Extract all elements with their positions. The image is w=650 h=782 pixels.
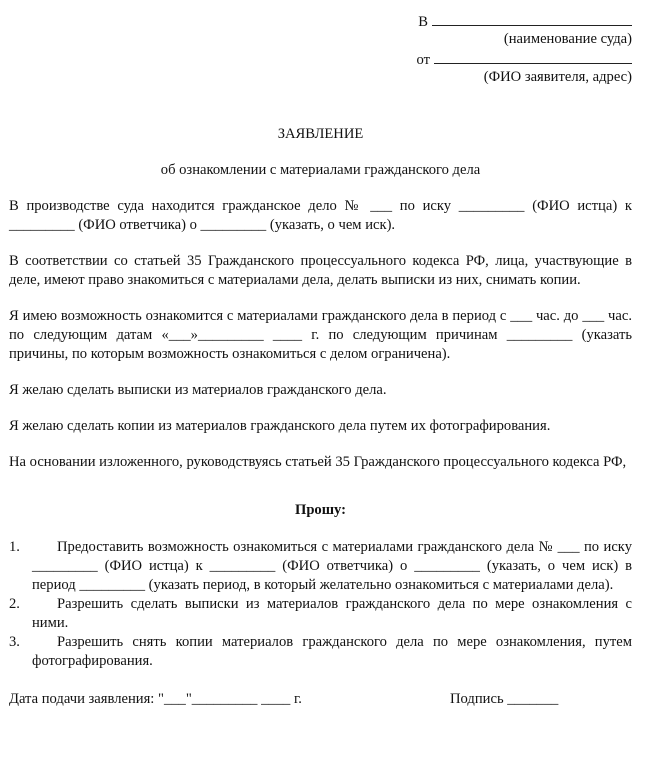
request-heading: Прошу:	[294, 502, 347, 518]
court-line	[9, 11, 632, 30]
request-item	[9, 633, 632, 671]
document-title: ЗАЯВЛЕНИЕ	[277, 126, 364, 142]
document-footer	[9, 690, 632, 709]
request-item	[9, 538, 632, 595]
submission-date: Дата подачи заявления: "___"_________ ____ г.	[9, 691, 302, 707]
applicant-blank	[434, 49, 632, 64]
paragraph-extracts-wish: Я желаю сделать выписки из материалов гражданского дела.	[9, 382, 387, 398]
paragraph-legal-basis: В соответствии со статьей 35 Гражданского процессуального кодекса РФ, лица, участвующие в деле, имеют право знакомиться с материалами дела, делать выписки из них, снимать копии.	[9, 253, 632, 288]
paragraph-case-info: В производстве суда находится гражданское дело № ___ по иску _________ (ФИО истца) к _________ (ФИО ответчика) о _________ (указать, о чем иск).	[9, 198, 632, 233]
request-list	[9, 538, 632, 671]
request-number: 1.	[9, 539, 20, 555]
request-text: Разрешить снять копии материалов гражданского дела по мере ознакомления, путем фотографирования.	[32, 634, 632, 669]
court-blank	[432, 11, 632, 26]
paragraph-grounds: На основании изложенного, руководствуясь статьей 35 Гражданского процессуального кодекса РФ,	[9, 454, 627, 470]
applicant-line	[9, 49, 632, 68]
request-number: 3.	[9, 634, 20, 650]
paragraph-availability: Я имею возможность ознакомится с материалами гражданского дела в период с ___ час. до ___ час. по следующим датам «___»_________ ____ г. по следующим причинам _________ (указать причины, по которым возможность ознакомиться с делом ограничена).	[9, 308, 632, 362]
request-number: 2.	[9, 596, 20, 612]
document-subtitle: об ознакомлении с материалами гражданского дела	[160, 162, 481, 178]
request-text: Предоставить возможность ознакомиться с материалами гражданского дела № ___ по иску _________ (ФИО истца) к _________ (ФИО ответчика) о _________ (указать, о чем иск) в период _________ (указать период, в который желательно ознакомиться с материалами дела).	[32, 539, 632, 593]
paragraph-copies-wish: Я желаю сделать копии из материалов гражданского дела путем их фотографирования.	[9, 418, 551, 434]
applicant-note: (ФИО заявителя, адрес)	[483, 69, 632, 85]
to-prefix: В	[418, 14, 428, 30]
request-text: Разрешить сделать выписки из материалов гражданского дела по мере ознакомления с ними.	[32, 596, 632, 631]
court-note: (наименование суда)	[503, 31, 632, 47]
document-page	[9, 11, 632, 709]
document-header	[9, 11, 632, 87]
request-item	[9, 595, 632, 633]
signature-line: Подпись _______	[450, 691, 559, 707]
from-prefix: от	[416, 52, 430, 68]
